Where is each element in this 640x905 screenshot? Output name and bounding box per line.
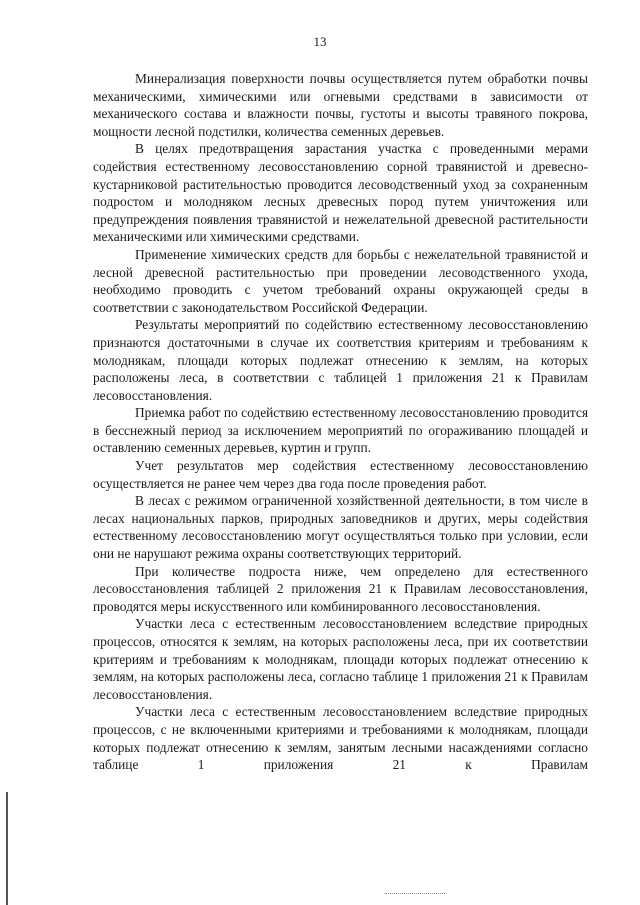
- paragraph-results-accounting: Учет результатов мер содействия естественному лесовосстановлению осуществляется не ранее чем через два года после проведения работ.: [93, 458, 588, 491]
- paragraph-natural-reforestation-lands: Участки леса с естественным лесовосстановлением вследствие природных процессов, относятся к землям, на которых расположены леса, при их соответствии критериям и требованиям к молоднякам, площади которых подлежат отнесению к землям, на которых расположены леса, согласно таблице 1 приложения 21 к Правилам лесовосстановления.: [93, 616, 588, 702]
- paragraph-low-undergrowth: При количестве подроста ниже, чем определено для естественного лесовосстановления таблицей 2 приложения 21 к Правилам лесовосстановления, проводятся меры искусственного или комбинированного лесовосстановления.: [93, 563, 588, 614]
- paragraph-non-matching-criteria: Участки леса с естественным лесовосстановлением вследствие природных процессов, с не включенными критериями и требованиями к молоднякам, площади которых подлежат отнесению к землям, занятым лесными насаждениями согласно таблице 1 приложения 21 к Правилам: [93, 704, 588, 773]
- paragraph-work-acceptance: Приемка работ по содействию естественному лесовосстановлению проводится в бесснежный период за исключением мероприятий по огораживанию площадей и оставлению семенных деревьев, куртин и групп.: [93, 405, 588, 456]
- document-body: [93, 70, 588, 774]
- footer-dotted-mark: [385, 893, 445, 895]
- paragraph-restricted-forests: В лесах с режимом ограниченной хозяйственной деятельности, в том числе в лесах национальных парков, природных заповедников и других, меры содействия естественному лесовосстановлению могут осуществляться только при условии, если они не нарушают режима охраны соответствующих территорий.: [93, 493, 588, 562]
- paragraph-chemical-means: Применение химических средств для борьбы с нежелательной травянистой и лесной древесной растительностью при проведении лесоводственного ухода, необходимо проводить с учетом требований охраны окружающей среды в соответствии с законодательством Российской Федерации.: [93, 246, 588, 315]
- paragraph-results-sufficiency: Результаты мероприятий по содействию естественному лесовосстановлению признаются достаточными в случае их соответствия критериям и требованиям к молоднякам, площади которых подлежат отнесению к землям, на которых расположены леса, в соответствии с таблицей 1 приложения 21 к Правилам лесовосстановления.: [93, 317, 588, 403]
- page-number: 13: [313, 34, 327, 49]
- scan-edge-line: [6, 792, 8, 905]
- paragraph-mineralization: Минерализация поверхности почвы осуществляется путем обработки почвы механическими, химическими или огневыми средствами в зависимости от механического состава и влажности почвы, густоты и высоты травяного покрова, мощности лесной подстилки, количества семенных деревьев.: [93, 71, 588, 139]
- paragraph-overgrowth-prevention: В целях предотвращения зарастания участка с проведенными мерами содействия естественному лесовосстановлению сорной травянистой и древесно-кустарниковой растительностью проводится лесоводственный уход за сохраненным подростом и молодняком лесных древесных пород путем уничтожения или предупреждения появления травянистой и нежелательной древесной растительности механическими или химическими средствами.: [93, 141, 588, 245]
